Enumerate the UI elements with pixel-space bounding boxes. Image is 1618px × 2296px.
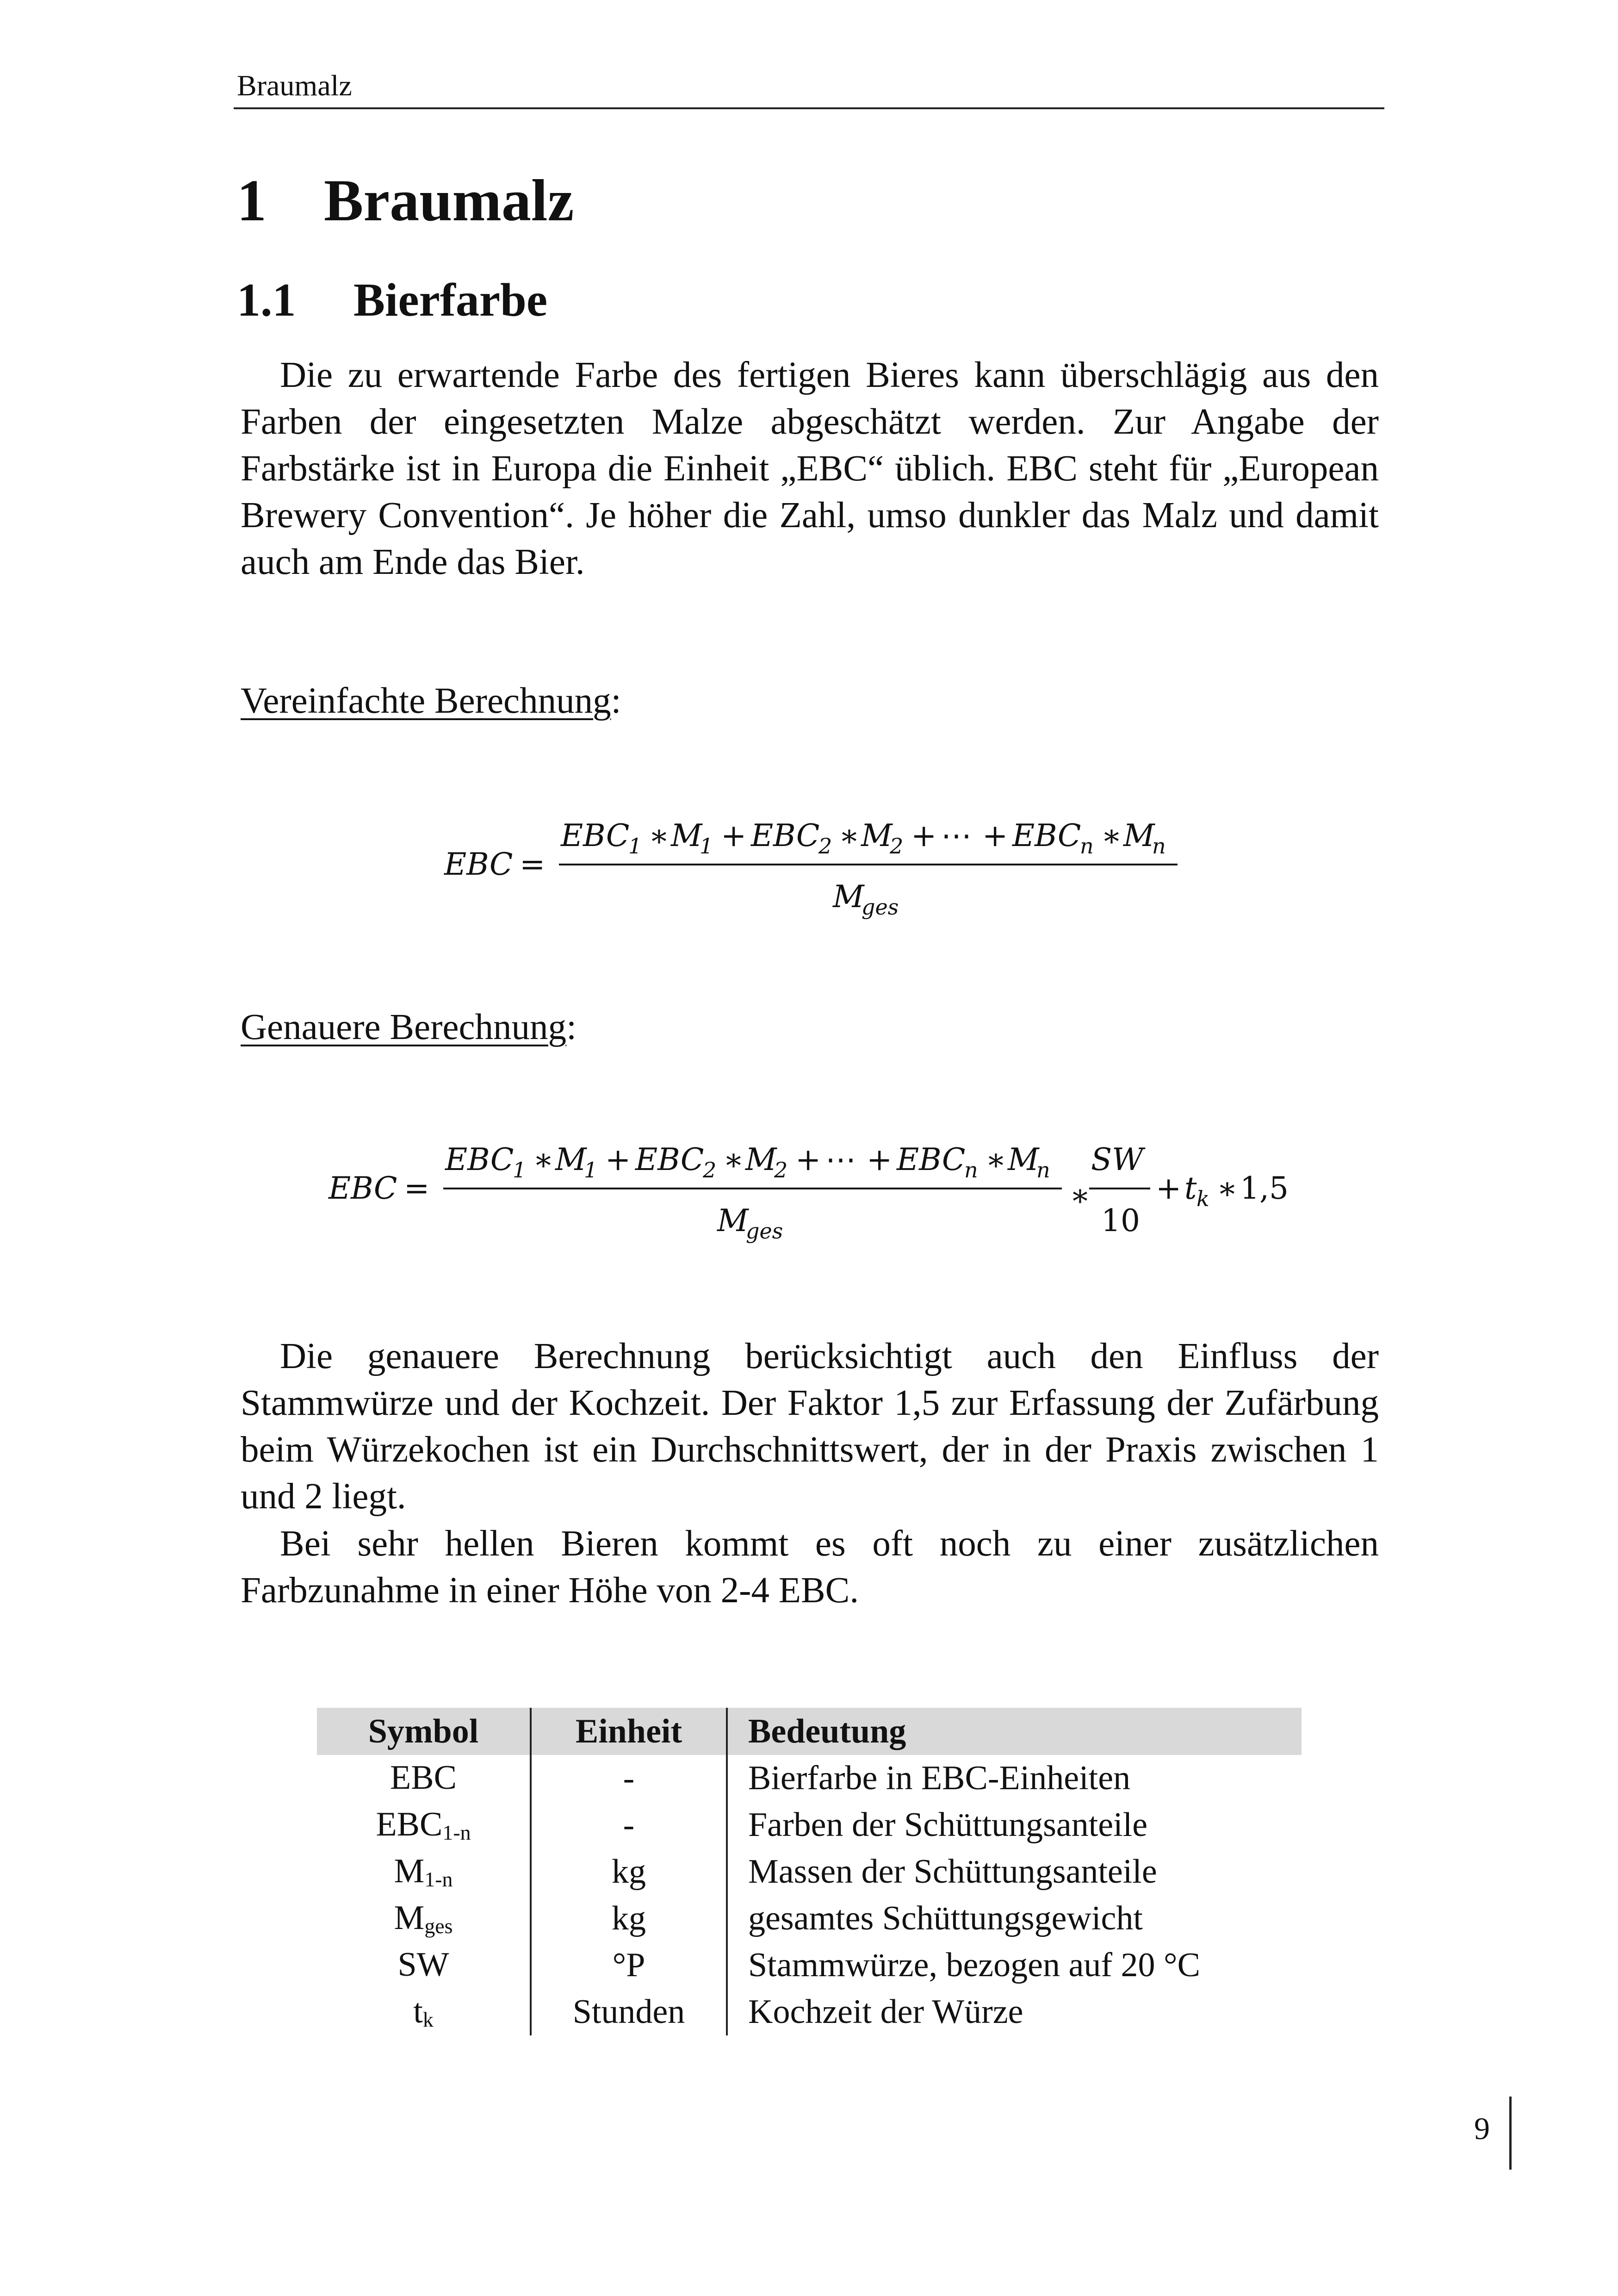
formula2-times-sw: ∗ bbox=[1070, 1177, 1091, 1213]
symbol-subscript: 1-n bbox=[442, 1821, 471, 1845]
symbol-text: EBC bbox=[390, 1759, 457, 1797]
symbol-text: EBC bbox=[376, 1805, 443, 1844]
paragraph-light-beers: Bei sehr hellen Bieren kommt es oft noch zu einer zusätzlichen Farbzunahme in einer Höhe von 2-4 EBC. bbox=[241, 1524, 1379, 1611]
num2-ebc-2: EBC bbox=[635, 1142, 704, 1177]
cell-symbol bbox=[317, 1802, 531, 1848]
cell-unit: kg bbox=[531, 1848, 727, 1895]
sw-denominator: 10 bbox=[1101, 1203, 1140, 1238]
simple-calculation-label bbox=[241, 680, 621, 722]
formula2-times-factor: ∗ bbox=[1217, 1170, 1238, 1206]
table-row bbox=[317, 1848, 1302, 1895]
formula2-t: t bbox=[1184, 1170, 1197, 1206]
paragraph-exact-explanation: Die genauere Berechnung berücksichtigt auch den Einfluss der Stammwürze und der Kochzeit. Der Faktor 1,5 zur Erfassung der Zufärbung beim Würzekochen ist ein Durchschnittswert, der in der Praxis zwischen 1 und 2 liegt. bbox=[241, 1336, 1379, 1517]
intro-paragraph: Die zu erwartende Farbe des fertigen Bieres kann überschlägig aus den Farben der eingesetzten Malze abgeschätzt werden. Zur Angabe der Farbstärke ist in Europa die Einheit „EBC“ üblich. EBC steht für „European Brewery Convention“. Je höher die Zahl, umso dunkler das Malz und damit auch am Ende das Bier. bbox=[241, 355, 1379, 582]
page-number: 9 bbox=[1474, 2111, 1490, 2146]
num2-m-n-sub: n bbox=[1036, 1157, 1050, 1182]
num-ebc-n-sub: n bbox=[1080, 834, 1094, 859]
section-title: Bierfarbe bbox=[353, 274, 548, 326]
symbol-text: SW bbox=[397, 1946, 449, 1984]
cell-meaning: Massen der Schüttungsanteile bbox=[727, 1848, 1302, 1895]
num2-ebc-2-sub: 2 bbox=[703, 1157, 717, 1182]
symbol-subscript: 1-n bbox=[424, 1867, 453, 1892]
num-m-2: M bbox=[861, 818, 893, 853]
cell-meaning: gesamtes Schüttungsgewicht bbox=[727, 1895, 1302, 1942]
num-ebc-2-sub: 2 bbox=[818, 834, 832, 859]
num2-times-1: ∗ bbox=[533, 1142, 554, 1177]
simple-label-colon: : bbox=[611, 681, 621, 721]
simple-calculation-label-text: Vereinfachte Berechnung bbox=[241, 681, 611, 721]
symbol-table bbox=[317, 1708, 1302, 2035]
num2-m-1-sub: 1 bbox=[584, 1157, 598, 1182]
formula-equals: = bbox=[520, 846, 546, 882]
num2-times-2: ∗ bbox=[723, 1142, 744, 1177]
formula2-equals: = bbox=[404, 1170, 430, 1206]
cell-unit: - bbox=[531, 1802, 727, 1848]
num2-ebc-1-sub: 1 bbox=[513, 1157, 527, 1182]
exact-formula-numerator bbox=[445, 1142, 1050, 1182]
exact-formula bbox=[319, 1129, 1314, 1252]
num-plus-2: + bbox=[911, 818, 937, 853]
simple-formula-numerator bbox=[560, 818, 1166, 859]
cell-symbol bbox=[317, 1989, 531, 2035]
formula2-plus-t: + bbox=[1156, 1170, 1182, 1206]
cell-unit: - bbox=[531, 1755, 727, 1802]
table-row bbox=[317, 1755, 1302, 1802]
num2-ebc-n-sub: n bbox=[964, 1157, 978, 1182]
cell-symbol bbox=[317, 1895, 531, 1942]
simple-formula bbox=[435, 805, 1194, 928]
symbol-text: t bbox=[413, 1992, 423, 2031]
num2-plus-2: + bbox=[795, 1142, 821, 1177]
num2-m-2-sub: 2 bbox=[774, 1157, 788, 1182]
exact-formula-svg bbox=[319, 1129, 1314, 1250]
chapter-heading bbox=[237, 167, 574, 235]
num-ebc-1-sub: 1 bbox=[628, 834, 642, 859]
num2-plus-3: + bbox=[867, 1142, 893, 1177]
num-m-n-sub: n bbox=[1152, 834, 1166, 859]
num-m-1: M bbox=[671, 818, 702, 853]
num2-m-2: M bbox=[745, 1142, 777, 1177]
cell-unit: °P bbox=[531, 1942, 727, 1989]
section-heading bbox=[237, 273, 547, 327]
num-ebc-1: EBC bbox=[561, 818, 630, 853]
cell-symbol bbox=[317, 1755, 531, 1802]
num-ebc-n: EBC bbox=[1012, 818, 1081, 853]
num-m-n: M bbox=[1123, 818, 1155, 853]
formula2-t-sub: k bbox=[1196, 1186, 1209, 1211]
formula2-factor: 1,5 bbox=[1240, 1170, 1289, 1206]
cell-symbol bbox=[317, 1848, 531, 1895]
cell-meaning: Farben der Schüttungsanteile bbox=[727, 1802, 1302, 1848]
exact-label-colon: : bbox=[566, 1007, 577, 1047]
page-number-bar bbox=[1509, 2097, 1512, 2170]
formula-lhs: EBC bbox=[444, 846, 513, 882]
den-m-ges: M bbox=[833, 879, 864, 915]
cell-meaning: Bierfarbe in EBC-Einheiten bbox=[727, 1755, 1302, 1802]
col-header-unit: Einheit bbox=[531, 1708, 727, 1755]
simple-formula-svg bbox=[435, 805, 1194, 926]
num2-ellipsis: ⋯ bbox=[825, 1142, 856, 1177]
header-rule bbox=[234, 107, 1384, 109]
symbol-subscript: k bbox=[422, 2008, 434, 2032]
cell-unit: Stunden bbox=[531, 1989, 727, 2035]
den2-m-ges-sub: ges bbox=[746, 1219, 783, 1244]
running-head: Braumalz bbox=[237, 69, 352, 102]
num2-ebc-n: EBC bbox=[897, 1142, 966, 1177]
num2-ebc-1: EBC bbox=[445, 1142, 514, 1177]
num-m-1-sub: 1 bbox=[700, 834, 713, 859]
exact-calculation-label-text: Genauere Berechnung bbox=[241, 1007, 567, 1047]
table-row bbox=[317, 1989, 1302, 2035]
cell-meaning: Kochzeit der Würze bbox=[727, 1989, 1302, 2035]
chapter-number: 1 bbox=[237, 168, 267, 233]
table-row bbox=[317, 1802, 1302, 1848]
num2-plus-1: + bbox=[605, 1142, 631, 1177]
col-header-meaning: Bedeutung bbox=[727, 1708, 1302, 1755]
symbol-text: M bbox=[394, 1852, 425, 1891]
sw-numerator: SW bbox=[1091, 1142, 1144, 1177]
exact-calculation-label bbox=[241, 1007, 577, 1048]
col-header-symbol: Symbol bbox=[317, 1708, 531, 1755]
symbol-text: M bbox=[394, 1899, 425, 1937]
num-ebc-2: EBC bbox=[751, 818, 820, 853]
table-row bbox=[317, 1895, 1302, 1942]
symbol-subscript: ges bbox=[424, 1914, 453, 1938]
section-number: 1.1 bbox=[237, 274, 296, 326]
cell-meaning: Stammwürze, bezogen auf 20 °C bbox=[727, 1942, 1302, 1989]
num2-m-n: M bbox=[1008, 1142, 1039, 1177]
num2-m-1: M bbox=[555, 1142, 587, 1177]
table-header-row bbox=[317, 1708, 1302, 1755]
den-m-ges-sub: ges bbox=[862, 895, 899, 920]
table-row bbox=[317, 1942, 1302, 1989]
cell-unit: kg bbox=[531, 1895, 727, 1942]
num-m-2-sub: 2 bbox=[890, 834, 904, 859]
num-ellipsis: ⋯ bbox=[941, 818, 972, 853]
formula2-lhs: EBC bbox=[329, 1170, 397, 1206]
den2-m-ges: M bbox=[717, 1203, 749, 1238]
num-times-n: ∗ bbox=[1101, 818, 1122, 853]
num-plus-3: + bbox=[982, 818, 1008, 853]
num-times-1: ∗ bbox=[649, 818, 670, 853]
num-plus-1: + bbox=[721, 818, 747, 853]
num2-times-n: ∗ bbox=[986, 1142, 1006, 1177]
cell-symbol bbox=[317, 1942, 531, 1989]
num-times-2: ∗ bbox=[839, 818, 860, 853]
chapter-title: Braumalz bbox=[324, 168, 574, 233]
